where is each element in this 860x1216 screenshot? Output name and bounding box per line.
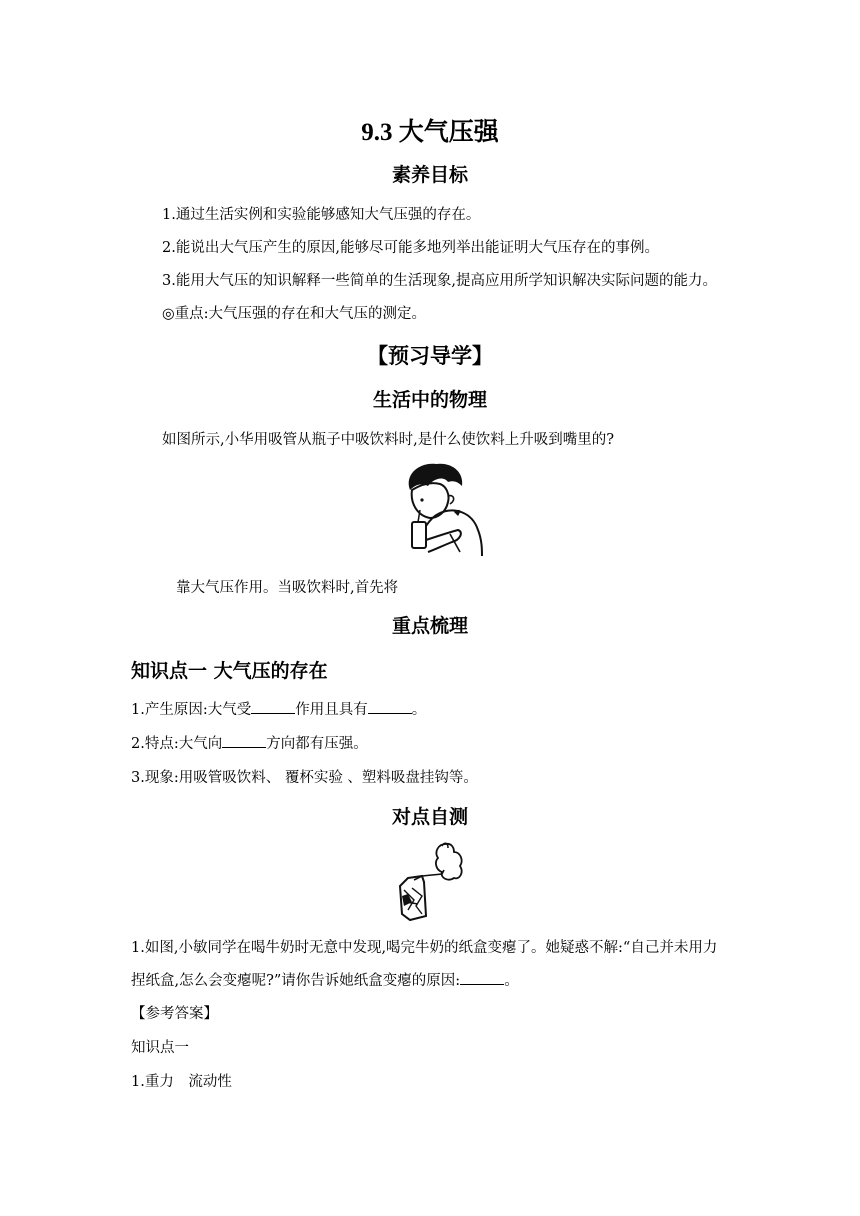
answers-heading: 【参考答案】 — [131, 1006, 218, 1022]
review-item-1-text-b: 作用且具有 — [295, 702, 368, 718]
preview-heading: 【预习导学】 — [367, 344, 493, 368]
blank-2[interactable] — [368, 699, 412, 714]
review-heading: 重点梳理 — [391, 615, 468, 637]
question-1-line-2-end: 。 — [504, 973, 519, 989]
review-item-2-text-a: 2.特点:大气向 — [131, 736, 223, 752]
blank-1[interactable] — [251, 699, 295, 714]
answer-1: 1.重力 流动性 — [131, 1074, 232, 1090]
review-item-2-text-b: 方向都有压强。 — [266, 736, 368, 752]
goal-item-2: 2.能说出大气压产生的原因,能够尽可能多地列举出能证明大气压存在的事例。 — [162, 240, 659, 256]
answers-knowledge-point: 知识点一 — [131, 1040, 189, 1056]
review-item-1-text-c: 。 — [411, 702, 427, 718]
question-1-line-2 — [131, 969, 519, 990]
page-title: 9.3 大气压强 — [361, 119, 499, 146]
knowledge-point-1-heading: 知识点一 大气压的存在 — [131, 660, 328, 682]
milk-carton-illustration — [394, 840, 466, 922]
review-item-1-text-a: 1.产生原因:大气受 — [131, 702, 252, 718]
life-answer: 靠大气压作用。当吸饮料时,首先将 — [176, 580, 399, 596]
life-physics-heading: 生活中的物理 — [372, 389, 487, 411]
review-item-1 — [131, 698, 426, 719]
selftest-heading: 对点自测 — [391, 806, 468, 828]
question-1-line-2-text: 捏纸盒,怎么会变瘪呢?”请你告诉她纸盒变瘪的原因: — [131, 973, 461, 989]
goals-heading: 素养目标 — [391, 164, 468, 186]
goal-item-3: 3.能用大气压的知识解释一些简单的生活现象,提高应用所学知识解决实际问题的能力。 — [162, 273, 717, 289]
boy-drinking-illustration — [398, 460, 490, 558]
key-point: ◎重点:大气压强的存在和大气压的测定。 — [162, 306, 427, 322]
review-item-2 — [131, 732, 368, 753]
life-question: 如图所示,小华用吸管从瓶子中吸饮料时,是什么使饮料上升吸到嘴里的? — [162, 432, 614, 448]
blank-3[interactable] — [222, 733, 266, 748]
review-item-3: 3.现象:用吸管吸饮料、 覆杯实验 、塑料吸盘挂钩等。 — [131, 770, 478, 786]
goal-item-1: 1.通过生活实例和实验能够感知大气压强的存在。 — [162, 207, 481, 223]
question-1-line-1: 1.如图,小敏同学在喝牛奶时无意中发现,喝完牛奶的纸盒变瘪了。她疑惑不解:“自己并未用力 — [131, 940, 718, 956]
blank-4[interactable] — [460, 970, 504, 985]
